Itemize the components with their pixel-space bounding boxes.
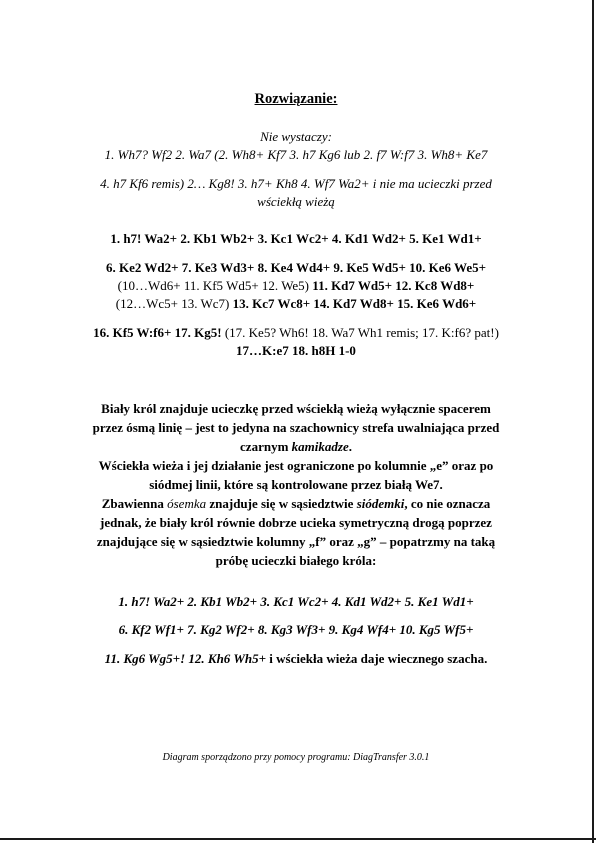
footer-note: Diagram sporządzono przy pomocy programu: DiagTransfer 3.0.1 xyxy=(162,752,430,763)
escape-attempt-line-3 xyxy=(0,651,592,667)
emphasis: kamikadze xyxy=(291,439,349,454)
move-sequence: 17…K:e7 18. h8H 1-0 xyxy=(236,343,356,358)
text-line: Wściekła wieża i jej działanie jest ograniczone po kolumnie „e” oraz po xyxy=(98,458,494,473)
solution-main-line: 1. h7! Wa2+ 2. Kb1 Wb2+ 3. Kc1 Wc2+ 4. Kd1 Wd2+ 5. Ke1 Wd1+ xyxy=(110,231,482,246)
text-line: 1. Wh7? Wf2 2. Wa7 (2. Wh8+ Kf7 3. h7 Kg6 lub 2. f7 W:f7 3. Wh8+ Ke7 xyxy=(104,147,488,162)
emphasis: ósemka xyxy=(167,496,207,511)
page-border-right xyxy=(592,0,594,843)
text-line xyxy=(0,494,592,513)
variation: (10…Wd6+ 11. Kf5 Wd5+ 12. We5) xyxy=(117,278,310,293)
escape-attempt-line-2: 6. Kf2 Wf1+ 7. Kg2 Wf2+ 8. Kg3 Wf3+ 9. Kg4 Wf4+ 10. Kg5 Wf5+ xyxy=(118,622,474,637)
text-line: znajdujące się w sąsiedztwie kolumny „f” oraz „g” – popatrzmy na taką xyxy=(96,534,496,549)
text-line: 4. h7 Kf6 remis) 2… Kg8! 3. h7+ Kh8 4. Wf7 Wa2+ i nie ma ucieczki przed xyxy=(100,176,492,191)
move-sequence: 11. Kg6 Wg5+! 12. Kh6 Wh5+ xyxy=(104,651,267,666)
commentary-paragraph xyxy=(0,399,592,570)
page-border-bottom xyxy=(0,838,596,840)
solution-continuation xyxy=(0,259,592,313)
move-sequence: 11. Kd7 Wd5+ 12. Kc8 Wd8+ xyxy=(309,278,475,293)
variation: (12…Wc5+ 13. Wc7) xyxy=(115,296,230,311)
text-run: czarnym xyxy=(240,439,292,454)
move-sequence: 6. Ke2 Wd2+ 7. Ke3 Wd3+ 8. Ke4 Wd4+ 9. Ke5 Wd5+ 10. Ke6 We5+ xyxy=(106,260,486,275)
text-run: Zbawienna xyxy=(101,496,168,511)
text-line: Biały król znajduje ucieczkę przed wściekłą wieżą wyłącznie spacerem xyxy=(101,401,491,416)
text-line: wściekłą wieżą xyxy=(257,194,335,209)
move-sequence: 13. Kc7 Wc8+ 14. Kd7 Wd8+ 15. Ke6 Wd6+ xyxy=(229,296,477,311)
move-sequence: 16. Kf5 W:f6+ 17. Kg5! xyxy=(93,325,222,340)
escape-attempt-line-1: 1. h7! Wa2+ 2. Kb1 Wb2+ 3. Kc1 Wc2+ 4. Kd1 Wd2+ 5. Ke1 Wd1+ xyxy=(118,594,474,609)
text-line xyxy=(0,277,592,295)
text-line xyxy=(0,342,592,360)
emphasis: siódemki xyxy=(356,496,405,511)
text-run: znajduje się w sąsiedztwie xyxy=(206,496,357,511)
variation: (17. Ke5? Wh6! 18. Wa7 Wh1 remis; 17. K:f6? pat!) xyxy=(221,325,499,340)
page-title: Rozwiązanie: xyxy=(254,91,338,107)
text-line xyxy=(0,259,592,277)
text-line: Nie wystaczy: xyxy=(260,129,332,144)
paragraph-not-enough xyxy=(0,128,592,164)
text-run: i wściekła wieża daje wiecznego szacha. xyxy=(266,651,488,666)
text-line xyxy=(0,295,592,313)
paragraph-not-enough-continued xyxy=(0,175,592,211)
text-line: jednak, że biały król równie dobrze ucieka symetryczną drogą poprzez xyxy=(100,515,492,530)
text-line: przez ósmą linię – jest to jedyna na szachownicy strefa uwalniająca przed xyxy=(92,420,500,435)
text-run: , co nie oznacza xyxy=(404,496,491,511)
text-line xyxy=(0,437,592,456)
text-run: . xyxy=(348,439,352,454)
text-line xyxy=(0,324,592,342)
solution-ending xyxy=(0,324,592,360)
text-line: siódmej linii, które są kontrolowane przez białą We7. xyxy=(149,477,443,492)
text-line: próbę ucieczki białego króla: xyxy=(215,553,377,568)
